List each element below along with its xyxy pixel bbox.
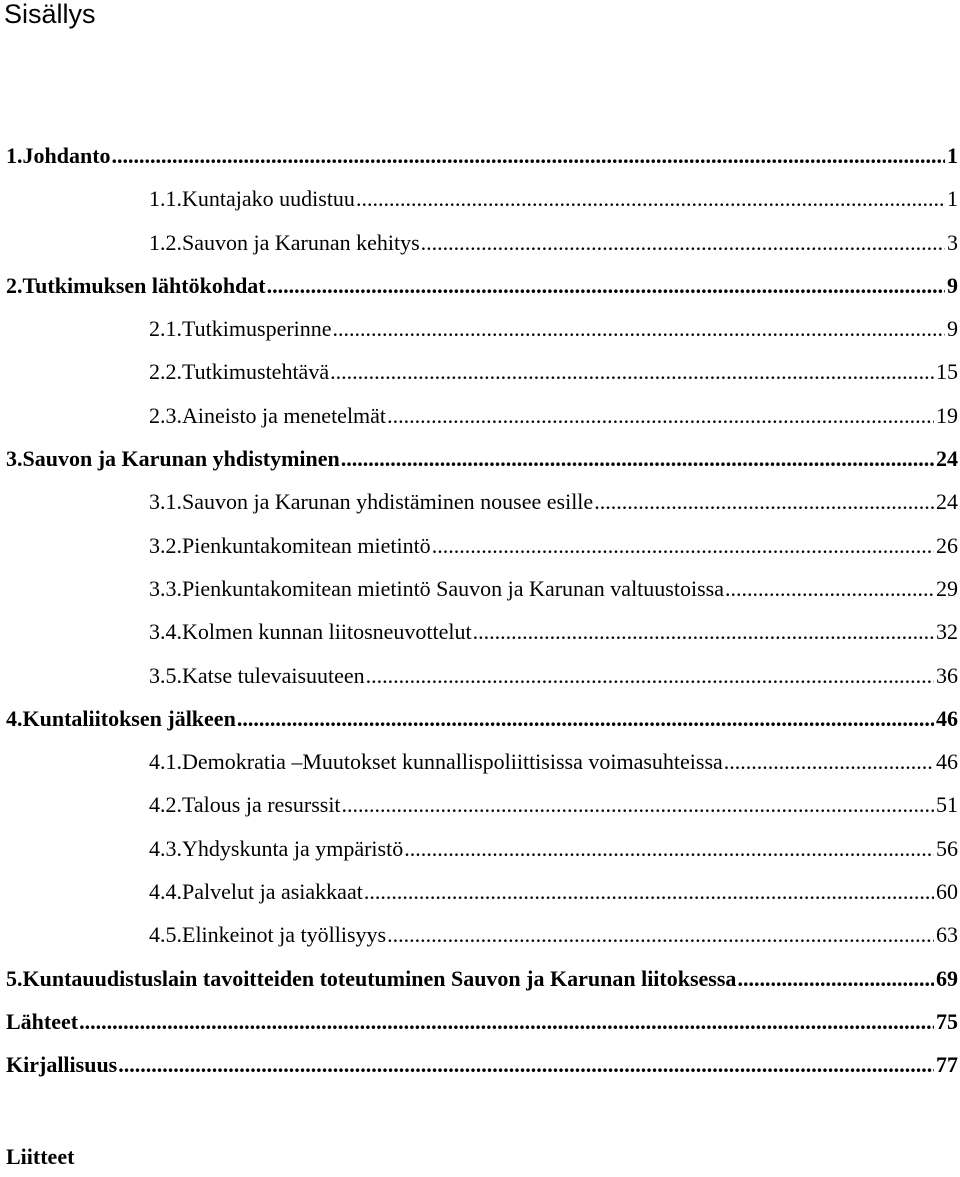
toc-entry-page-number: 63 — [936, 922, 958, 948]
toc-entry-number: 3.2. — [149, 532, 182, 558]
toc-entry-number: 1.1. — [149, 186, 182, 212]
toc-entry[interactable] — [6, 740, 958, 783]
toc-entry-page-number: 1 — [947, 143, 958, 168]
appendix-heading: Liitteet — [6, 1144, 75, 1169]
toc-entry-title: Sauvon ja Karunan yhdistäminen nousee esille — [182, 489, 594, 515]
toc-entry[interactable] — [6, 1000, 958, 1043]
toc-entry-number: 3.3. — [149, 575, 182, 601]
toc-entry-title: Demokratia –Muutokset kunnallispoliittisissa voimasuhteissa — [182, 749, 723, 775]
toc-dot-leader — [366, 654, 934, 697]
toc-dot-leader — [237, 697, 934, 740]
toc-entry-page-number: 1 — [947, 186, 958, 212]
toc-entry-number: 3.5. — [149, 662, 182, 688]
toc-entry-title: Yhdyskunta ja ympäristö — [182, 835, 404, 861]
toc-entry-page-number: 19 — [936, 402, 958, 428]
toc-entry-title: Tutkimustehtävä — [182, 359, 330, 385]
toc-entry[interactable] — [6, 610, 958, 653]
toc-entry-title: Kuntauudistuslain tavoitteiden toteutuminen Sauvon ja Karunan liitoksessa — [22, 965, 737, 991]
toc-dot-leader — [737, 957, 934, 1000]
toc-entry-page-number: 32 — [936, 619, 958, 645]
toc-entry-page-number: 69 — [936, 965, 958, 991]
toc-dot-leader — [118, 1043, 934, 1086]
toc-dot-leader — [473, 610, 934, 653]
toc-entry-number: 2.1. — [149, 316, 182, 342]
toc-dot-leader — [356, 177, 945, 220]
toc-entry-page-number: 24 — [936, 489, 958, 515]
toc-entry-page-number: 29 — [936, 575, 958, 601]
table-of-contents — [6, 134, 958, 1087]
toc-entry[interactable] — [6, 870, 958, 913]
toc-entry-title: Sauvon ja Karunan kehitys — [182, 229, 420, 255]
toc-dot-leader — [421, 221, 945, 264]
toc-entry[interactable] — [6, 221, 958, 264]
toc-dot-leader — [330, 350, 934, 393]
toc-entry-number: 3. — [6, 446, 23, 472]
toc-entry-page-number: 75 — [936, 1008, 958, 1034]
toc-entry-page-number: 46 — [936, 705, 958, 731]
toc-entry[interactable] — [6, 264, 958, 307]
toc-entry-title: Aineisto ja menetelmät — [182, 402, 387, 428]
toc-entry-title: Kuntaliitoksen jälkeen — [22, 705, 236, 731]
toc-entry-number: 3.1. — [149, 489, 182, 515]
toc-entry-page-number: 51 — [936, 792, 958, 818]
toc-entry-number: 4.5. — [149, 922, 182, 948]
toc-dot-leader — [594, 480, 934, 523]
toc-entry-number: 1.2. — [149, 229, 182, 255]
toc-entry-title: Lähteet — [6, 1008, 79, 1034]
toc-entry-number: 4.4. — [149, 879, 182, 905]
toc-entry-page-number: 9 — [947, 316, 958, 342]
toc-entry[interactable] — [6, 913, 958, 956]
toc-dot-leader — [725, 567, 934, 610]
toc-dot-leader — [341, 437, 934, 480]
toc-entry-number: 2.3. — [149, 402, 182, 428]
toc-entry-page-number: 3 — [947, 229, 958, 255]
toc-entry[interactable] — [6, 567, 958, 610]
toc-entry-number: 4.3. — [149, 835, 182, 861]
toc-entry-number: 4. — [6, 705, 23, 731]
toc-entry-number: 1. — [6, 143, 23, 168]
toc-entry-title: Katse tulevaisuuteen — [182, 662, 365, 688]
toc-entry-page-number: 15 — [936, 359, 958, 385]
toc-entry[interactable] — [6, 480, 958, 523]
toc-entry[interactable] — [6, 783, 958, 826]
toc-entry-page-number: 60 — [936, 879, 958, 905]
toc-entry-page-number: 36 — [936, 662, 958, 688]
toc-entry[interactable] — [6, 350, 958, 393]
toc-entry-title: Talous ja resurssit — [182, 792, 341, 818]
toc-entry-number: 2. — [6, 272, 23, 298]
toc-entry-title: Kirjallisuus — [6, 1052, 118, 1078]
toc-dot-leader — [333, 307, 945, 350]
toc-dot-leader — [267, 264, 945, 307]
toc-entry-number: 5. — [6, 965, 23, 991]
toc-entry-number: 3.4. — [149, 619, 182, 645]
toc-dot-leader — [432, 524, 934, 567]
toc-entry-title: Tutkimusperinne — [182, 316, 332, 342]
toc-entry[interactable] — [6, 697, 958, 740]
toc-entry[interactable] — [6, 654, 958, 697]
toc-dot-leader — [404, 827, 934, 870]
toc-entry-number: 2.2. — [149, 359, 182, 385]
toc-entry-page-number: 26 — [936, 532, 958, 558]
toc-entry[interactable] — [6, 1043, 958, 1086]
toc-entry[interactable] — [6, 827, 958, 870]
toc-entry-page-number: 24 — [936, 446, 958, 472]
page-title: Sisällys — [4, 0, 96, 29]
toc-entry-title: Palvelut ja asiakkaat — [182, 879, 363, 905]
toc-entry-page-number: 9 — [947, 272, 958, 298]
toc-entry-page-number: 77 — [936, 1052, 958, 1078]
toc-entry-title: Tutkimuksen lähtökohdat — [22, 272, 266, 298]
toc-dot-leader — [342, 783, 934, 826]
toc-entry-title: Kolmen kunnan liitosneuvottelut — [182, 619, 472, 645]
toc-entry-title: Johdanto — [22, 143, 111, 168]
toc-dot-leader — [364, 870, 934, 913]
toc-entry[interactable] — [6, 524, 958, 567]
toc-entry-title: Pienkuntakomitean mietintö — [182, 532, 431, 558]
toc-entry-title: Kuntajako uudistuu — [182, 186, 355, 212]
toc-dot-leader — [79, 1000, 934, 1043]
toc-dot-leader — [387, 913, 934, 956]
toc-entry[interactable] — [6, 307, 958, 350]
toc-dot-leader — [724, 740, 934, 783]
toc-entry-page-number: 56 — [936, 835, 958, 861]
toc-entry[interactable] — [6, 437, 958, 480]
toc-entry-number: 4.2. — [149, 792, 182, 818]
toc-entry[interactable] — [6, 134, 958, 177]
toc-entry[interactable] — [6, 394, 958, 437]
toc-entry-number: 4.1. — [149, 749, 182, 775]
toc-entry-page-number: 46 — [936, 749, 958, 775]
toc-entry[interactable] — [6, 177, 958, 220]
toc-dot-leader — [112, 134, 945, 177]
toc-entry[interactable] — [6, 957, 958, 1000]
toc-entry-title: Pienkuntakomitean mietintö Sauvon ja Karunan valtuustoissa — [182, 575, 724, 601]
toc-entry-title: Sauvon ja Karunan yhdistyminen — [22, 446, 340, 472]
toc-dot-leader — [387, 394, 934, 437]
toc-entry-title: Elinkeinot ja työllisyys — [182, 922, 387, 948]
